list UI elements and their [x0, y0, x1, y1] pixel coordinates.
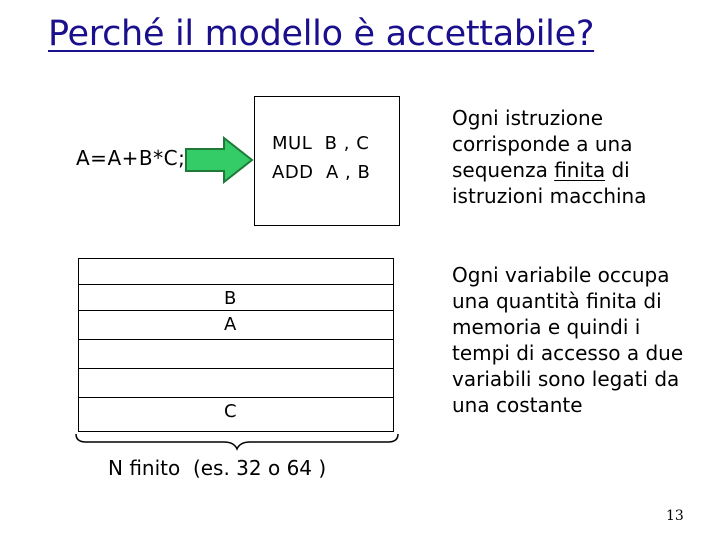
- memory-note: Ogni variabile occupa una quantità finita di memoria e quindi i tempi di accesso a due variabili sono legati da una costante: [452, 263, 684, 417]
- page-number: 13: [666, 508, 684, 524]
- source-expression: A=A+B*C;: [76, 146, 186, 170]
- memory-cell-divider: [79, 339, 393, 340]
- memory-cell-divider: [79, 368, 393, 369]
- memory-cell-divider: [79, 397, 393, 398]
- memory-brace: [74, 432, 400, 452]
- instruction-note: Ogni istruzione corrisponde a una sequenza finita di istruzioni macchina: [452, 106, 647, 208]
- memory-cell-label: C: [224, 401, 237, 422]
- memory-cell-divider: [79, 284, 393, 285]
- memory-block: [78, 258, 394, 432]
- compile-arrow-icon: [184, 136, 256, 184]
- memory-cell-divider: [79, 310, 393, 311]
- instruction-line: ADD A , B: [272, 162, 371, 183]
- memory-caption: N finito (es. 32 o 64 ): [108, 456, 327, 480]
- memory-cell-label: B: [224, 288, 237, 309]
- memory-cell-label: A: [224, 314, 237, 335]
- finita-emphasis: finita: [554, 158, 606, 182]
- instruction-box: [254, 96, 400, 226]
- instruction-line: MUL B , C: [272, 133, 370, 154]
- page-title: Perché il modello è accettabile?: [48, 14, 595, 54]
